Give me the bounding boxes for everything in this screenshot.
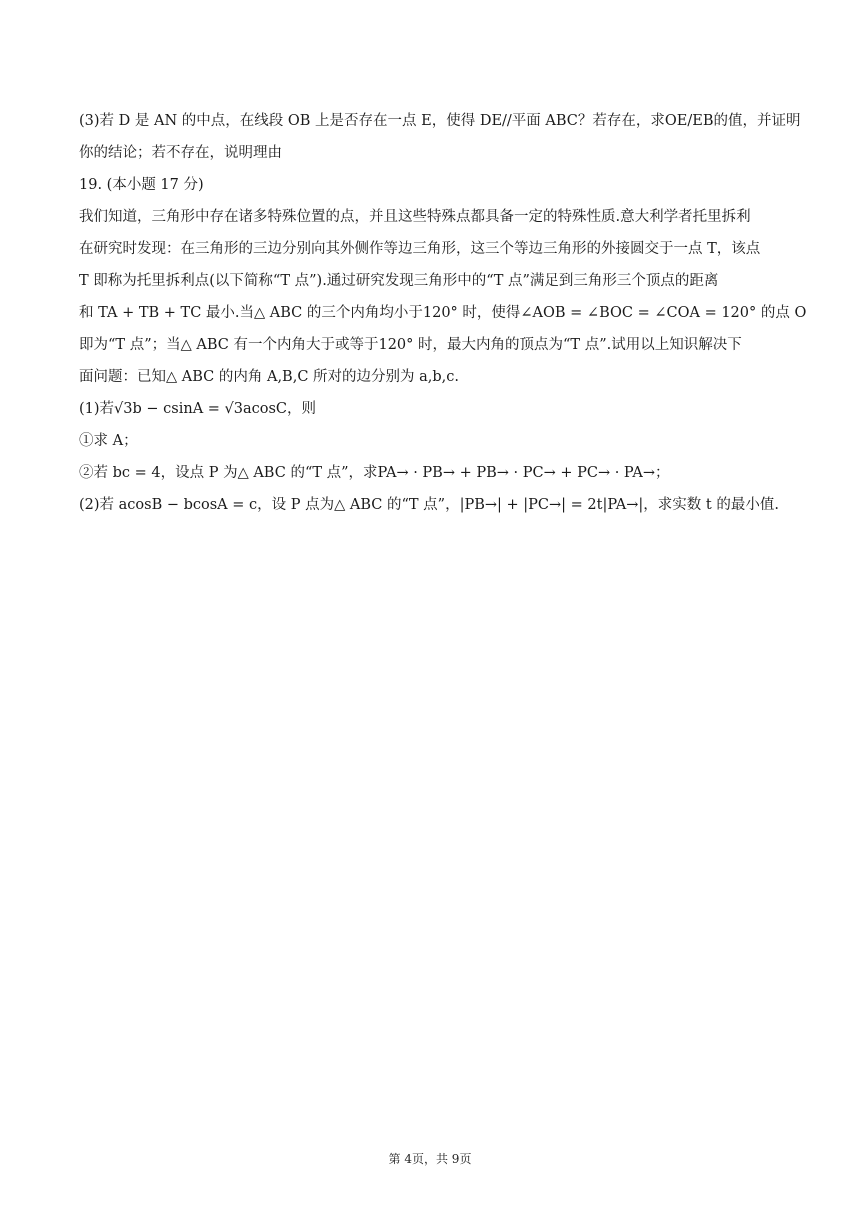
problem19-part1-question1: ①求 A； [79,433,138,449]
problem19-part2: (2)若 acosB − bcosA = c，设 P 点为△ ABC 的“T 点”，|PB→| + |PC→| = 2t|PA→|，求实数 t 的最小值. [79,497,779,513]
problem19-intro-line-4: 和 TA + TB + TC 最小.当△ ABC 的三个内角均小于120° 时，使得∠AOB = ∠BOC = ∠COA = 120° 的点 O [79,305,807,321]
problem19-intro-line-1: 我们知道，三角形中存在诸多特殊位置的点，并且这些特殊点都具备一定的特殊性质.意大利学者托里拆利 [79,209,751,225]
problem19-header: 19. (本小题 17 分) [79,177,204,193]
problem19-intro-line-5: 即为“T 点”；当△ ABC 有一个内角大于或等于120° 时，最大内角的顶点为“T 点”.试用以上知识解决下 [79,337,742,353]
problem19-part1: (1)若√3b − csinA = √3acosC，则 [79,401,317,417]
problem19-intro-line-6: 面问题：已知△ ABC 的内角 A,B,C 所对的边分别为 a,b,c. [79,369,460,385]
problem18-part3-line2: 你的结论；若不存在，说明理由 [79,145,282,161]
page-number-footer: 第 4页，共 9页 [388,1152,472,1166]
problem18-part3-line1: (3)若 D 是 AN 的中点，在线段 OB 上是否存在一点 E，使得 DE//平面 ABC？若存在，求OE/EB的值，并证明 [79,113,801,129]
problem19-part1-question2: ②若 bc = 4，设点 P 为△ ABC 的“T 点”，求PA→ · PB→ + PB→ · PC→ + PC→ · PA→； [79,465,670,481]
problem19-intro-line-3: T 即称为托里拆利点(以下简称“T 点”).通过研究发现三角形中的“T 点”满足到三角形三个顶点的距离 [79,273,719,289]
problem19-intro-line-2: 在研究时发现：在三角形的三边分别向其外侧作等边三角形，这三个等边三角形的外接圆交于一点 T，该点 [79,241,761,257]
document-page [79,110,807,526]
